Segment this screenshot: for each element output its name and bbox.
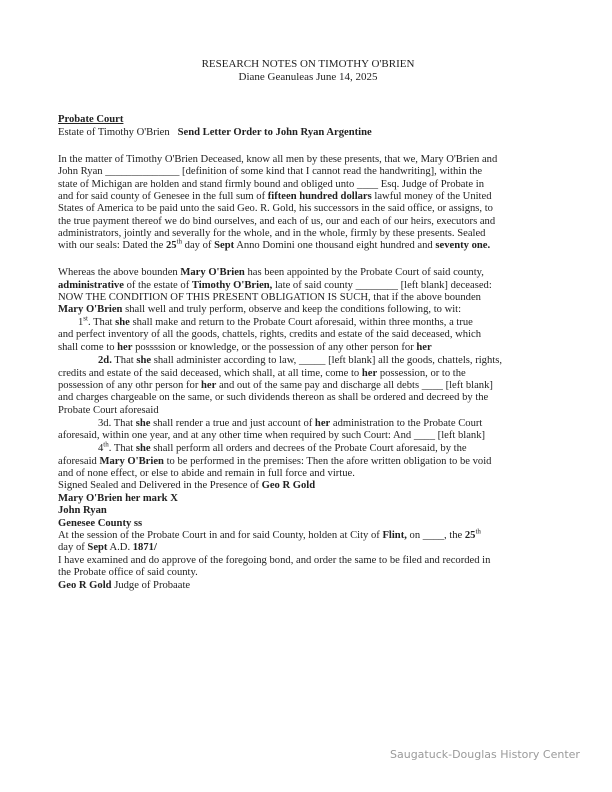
session-line: I have examined and do approve of the foregoing bond, and order the same to be filed and recorded in <box>58 555 491 566</box>
para1-line: state of Michigan are holden and stand firmly bound and obliged unto ____ Esq. Judge of Probate in <box>58 179 485 190</box>
para1-line: with our seals: Dated the 25th day of Sept Anno Domini one thousand eight hundred and seventy one. <box>58 237 491 251</box>
estate-line: Estate of Timothy O'Brien Send Letter Order to John Ryan Argentine <box>58 127 372 138</box>
session-line: At the session of the Probate Court in and for said County, holden at City of Flint, on ____, the 25th <box>58 527 481 541</box>
para2-line: Mary O'Brien shall well and truly perform, observe and keep the conditions following, to wit: <box>58 304 462 315</box>
condition4-line: aforesaid Mary O'Brien to be performed in the premises: Then the afore written obligation to be void <box>58 456 492 467</box>
condition4-line: and of none effect, or else to abide and remain in full force and virtue. <box>58 468 355 479</box>
condition2-line: possession of any othr person for her and out of the same pay and discharge all debts ____ [left blank] <box>58 380 493 391</box>
condition1-line: 1st. That she shall make and return to the Probate Court aforesaid, within three months, a true <box>78 314 473 328</box>
condition2-line: and charges chargeable on the same, or such dividends thereon as shall be ordered and decreed by the <box>58 392 489 403</box>
signatory-john: John Ryan <box>58 505 107 516</box>
section-heading: Probate Court <box>58 114 124 125</box>
condition2-line: 2d. That she shall administer according to law, _____ [left blank] all the goods, chattels, rights, <box>98 355 502 366</box>
condition1-line: and perfect inventory of all the goods, chattels, rights, credits and estate of the said deceased, which <box>58 329 482 340</box>
para1-line: administrators, jointly and severally for the whole, and in the whole, firmly by these presents. Sealed <box>58 228 486 239</box>
para1-line: John Ryan ______________ [definition of some kind that I cannot read the handwriting], within the <box>58 166 483 177</box>
condition3-line: 3d. That she shall render a true and just account of her administration to the Probate Court <box>98 418 483 429</box>
condition1-line: shall come to her possssion or knowledge, or the possession of any other person for her <box>58 342 432 353</box>
county-line: Genesee County ss <box>58 518 143 529</box>
signatory-mary: Mary O'Brien her mark X <box>58 493 178 504</box>
para1-line: the true payment thereof we do bind ourselves, and each of us, our and each of our heirs, executors and <box>58 216 496 227</box>
condition4-line: 4th. That she shall perform all orders and decrees of the Probate Court aforesaid, by the <box>98 440 467 454</box>
para2-line: Whereas the above bounden Mary O'Brien has been appointed by the Probate Court of said county, <box>58 267 484 278</box>
para1-line: In the matter of Timothy O'Brien Deceased, know all men by these presents, that we, Mary O'Brien and <box>58 154 498 165</box>
author-date: Diane Geanuleas June 14, 2025 <box>238 71 378 83</box>
condition3-line: aforesaid, within one year, and at any other time when required by such Court: And ____ [left blank] <box>58 430 486 441</box>
judge-signature: Geo R Gold Judge of Probaate <box>58 580 191 591</box>
signed-line: Signed Sealed and Delivered in the Presence of Geo R Gold <box>58 480 316 491</box>
para2-line: NOW THE CONDITION OF THIS PRESENT OBLIGATION IS SUCH, that if the above bounden <box>58 292 481 303</box>
condition2-line: credits and estate of the said deceased, which shall, at all time, come to her possession, or to the <box>58 368 466 379</box>
para2-line: administrative of the estate of Timothy O'Brien, late of said county ________ [left blank] deceased: <box>58 280 492 291</box>
para1-line: States of America to be paid unto the said Geo. R. Gold, his successors in the said office, or assigns, to <box>58 203 493 214</box>
condition2-line: Probate Court aforesaid <box>58 405 159 416</box>
para1-line: and for said county of Genesee in the full sum of fifteen hundred dollars lawful money of the United <box>58 191 492 202</box>
session-line: the Probate office of said county. <box>58 567 198 578</box>
page-title: RESEARCH NOTES ON TIMOTHY O'BRIEN <box>201 58 415 70</box>
session-line: day of Sept A.D. 1871/ <box>58 542 157 553</box>
watermark: Saugatuck-Douglas History Center <box>390 748 580 761</box>
